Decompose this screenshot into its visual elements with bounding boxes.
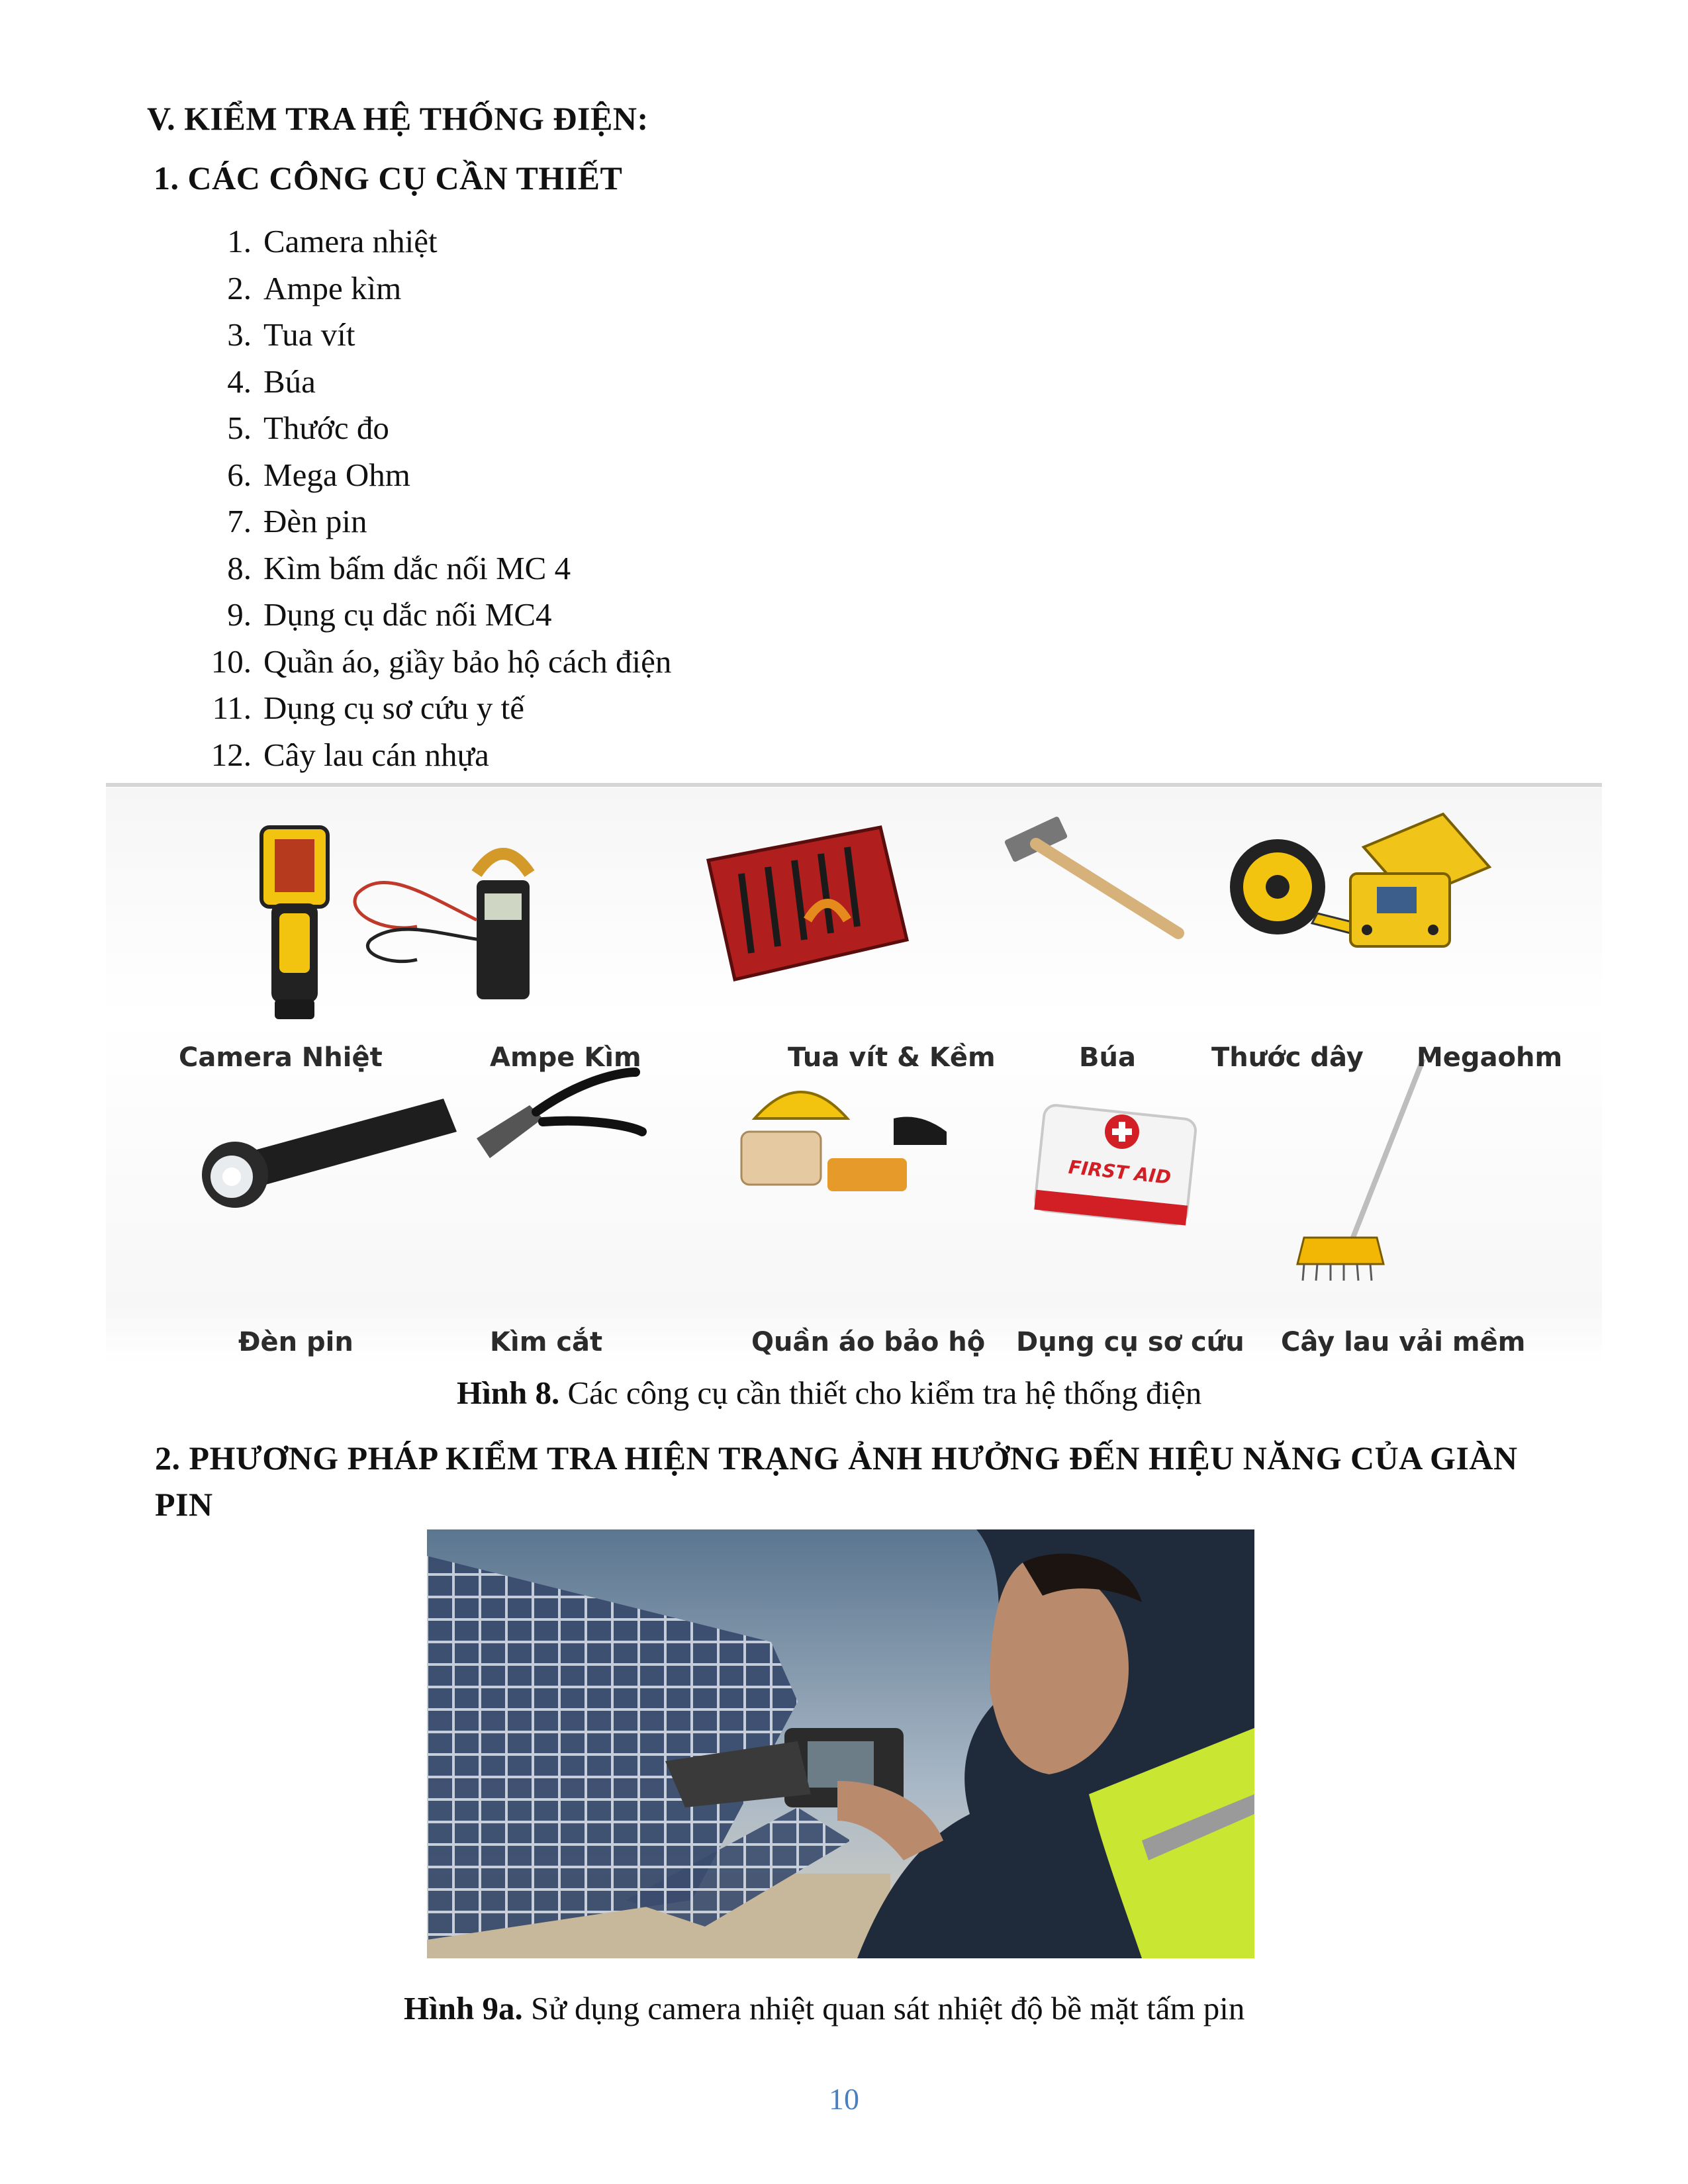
figure-8-caption: Hình 8. Các công cụ cần thiết cho kiểm tra hệ thống điện [457, 1375, 1202, 1411]
screwdriver-kit-icon [708, 827, 907, 979]
tool-label-first-aid: Dụng cụ sơ cứu [1016, 1327, 1244, 1357]
subsection-title-methods: 2. PHƯƠNG PHÁP KIỂM TRA HIỆN TRẠNG ẢNH HƯỞNG ĐẾN HIỆU NĂNG CỦA GIÀN [155, 1439, 1518, 1477]
list-item: 1. Camera nhiệt [227, 223, 438, 259]
tools-list [199, 218, 671, 778]
tool-label-thermal-camera: Camera Nhiệt [179, 1042, 383, 1073]
subsection-title-methods-cont: PIN [155, 1486, 213, 1523]
list-item: 3. Tua vít [227, 316, 355, 353]
svg-text:FIRST AID: FIRST AID [1067, 1156, 1172, 1189]
figure-9a-caption: Hình 9a. Sử dụng camera nhiệt quan sát nhiệt độ bề mặt tấm pin [404, 1990, 1245, 2026]
section-title: V. KIỂM TRA HỆ THỐNG ĐIỆN: [147, 100, 649, 137]
tools-figure [106, 788, 1602, 1363]
first-aid-kit-icon [1034, 1104, 1196, 1225]
tool-label-screwdriver-kit: Tua vít & Kềm [788, 1042, 996, 1073]
list-item: 7. Đèn pin [227, 503, 367, 539]
tool-label-megaohm: Megaohm [1417, 1042, 1563, 1073]
subsection-title-tools: 1. CÁC CÔNG CỤ CẦN THIẾT [154, 159, 623, 197]
thermal-camera-photo [427, 1529, 1254, 1958]
page-number: 10 [829, 2082, 859, 2116]
list-item: 6. Mega Ohm [227, 456, 410, 493]
wire-cutter-icon [477, 1072, 642, 1158]
tool-label-mop: Cây lau vải mềm [1281, 1327, 1526, 1357]
tool-label-protective-gear: Quần áo bảo hộ [751, 1327, 986, 1357]
thermal-camera-icon [261, 827, 328, 1019]
list-item: 11. Dụng cụ sơ cứu y tế [212, 690, 525, 726]
hammer-icon [1004, 816, 1178, 933]
list-item: 2. Ampe kìm [227, 269, 402, 306]
tape-measure-icon [1230, 839, 1357, 934]
list-item: 8. Kìm bấm dắc nối MC 4 [227, 549, 571, 586]
flashlight-icon [202, 1099, 457, 1208]
tool-label-clamp-meter: Ampe Kìm [490, 1042, 641, 1073]
tool-label-tape-measure: Thước dây [1211, 1042, 1364, 1073]
thermal-inspection-photo [427, 1529, 1254, 1958]
list-item: 9. Dụng cụ dắc nối MC4 [227, 596, 552, 633]
divider [106, 783, 1602, 787]
protective-gear-icon [741, 1092, 947, 1191]
megaohm-meter-icon [1350, 814, 1489, 946]
tool-label-flashlight: Đèn pin [238, 1327, 353, 1357]
tool-label-wire-cutter: Kìm cắt [490, 1327, 603, 1357]
list-item: 10. Quần áo, giầy bảo hộ cách điện [211, 643, 672, 680]
list-item: 12. Cây lau cán nhựa [211, 736, 489, 773]
list-item: 4. Búa [227, 363, 316, 400]
list-item: 5. Thước đo [227, 410, 389, 446]
tool-label-hammer: Búa [1079, 1042, 1136, 1073]
tools-illustration [106, 788, 1602, 1363]
mop-icon [1297, 1059, 1423, 1281]
clamp-meter-icon [355, 854, 530, 999]
